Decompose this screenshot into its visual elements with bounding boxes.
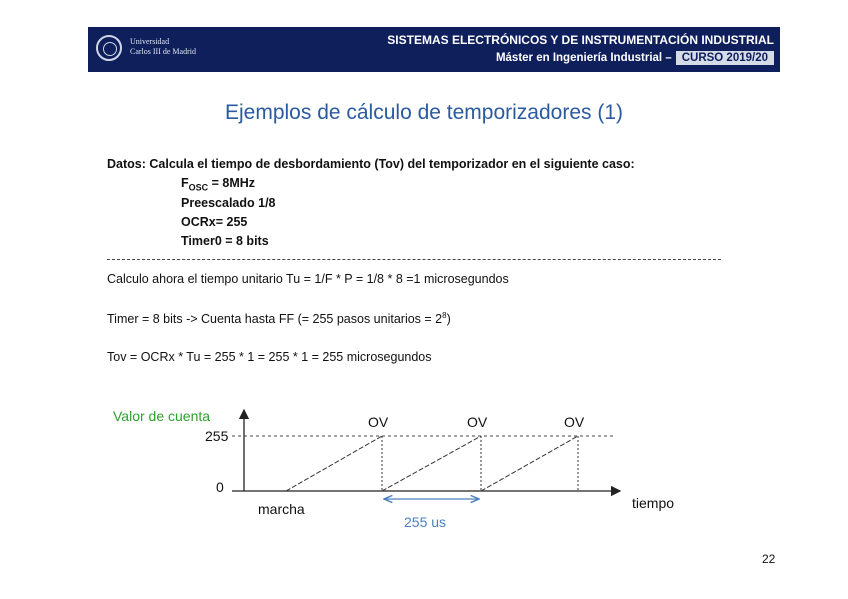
course-title: SISTEMAS ELECTRÓNICOS Y DE INSTRUMENTACIÓN INDUSTRIAL: [387, 33, 774, 47]
period-label: 255 us: [404, 514, 447, 530]
x-axis-label: tiempo: [632, 495, 675, 511]
ov-label-3: OV: [564, 414, 585, 430]
course-year-badge: CURSO 2019/20: [676, 51, 774, 65]
problem-statement: Datos: Calcula el tiempo de desbordamiento (Tov) del temporizador en el siguiente caso:: [107, 157, 635, 171]
param-timer0: Timer0 = 8 bits: [181, 234, 269, 248]
university-name: Universidad Carlos III de Madrid: [130, 37, 196, 56]
y-axis-label: Valor de cuenta: [113, 408, 211, 424]
count-ramp-3: [481, 436, 578, 491]
y-tick-255: 255: [205, 428, 229, 444]
ov-label-2: OV: [467, 414, 488, 430]
y-tick-0: 0: [216, 479, 224, 495]
param-ocrx: OCRx= 255: [181, 215, 248, 229]
start-label: marcha: [258, 501, 305, 517]
count-ramp-2: [382, 436, 481, 491]
course-subtitle: Máster en Ingeniería Industrial – CURSO 2019/20: [496, 51, 774, 65]
calc-count-range: Timer = 8 bits -> Cuenta hasta FF (= 255 pasos unitarios = $2^8$): [107, 311, 451, 327]
param-fosc: $F_{OSC} = 8MHz$: [181, 176, 256, 193]
calc-overflow-time: Tov = OCRx * Tu = 255 * 1 = 255 * 1 = 255 microsegundos: [107, 350, 432, 364]
param-preescalado: Preescalado 1/8: [181, 196, 276, 210]
page-number: 22: [762, 552, 776, 566]
ov-label-1: OV: [368, 414, 389, 430]
count-ramp-1: [286, 436, 382, 491]
calc-unit-time: Calculo ahora el tiempo unitario Tu = 1/F * P = 1/8 * 8 =1 microsegundos: [107, 272, 509, 286]
slide-title: Ejemplos de cálculo de temporizadores (1): [224, 101, 624, 124]
